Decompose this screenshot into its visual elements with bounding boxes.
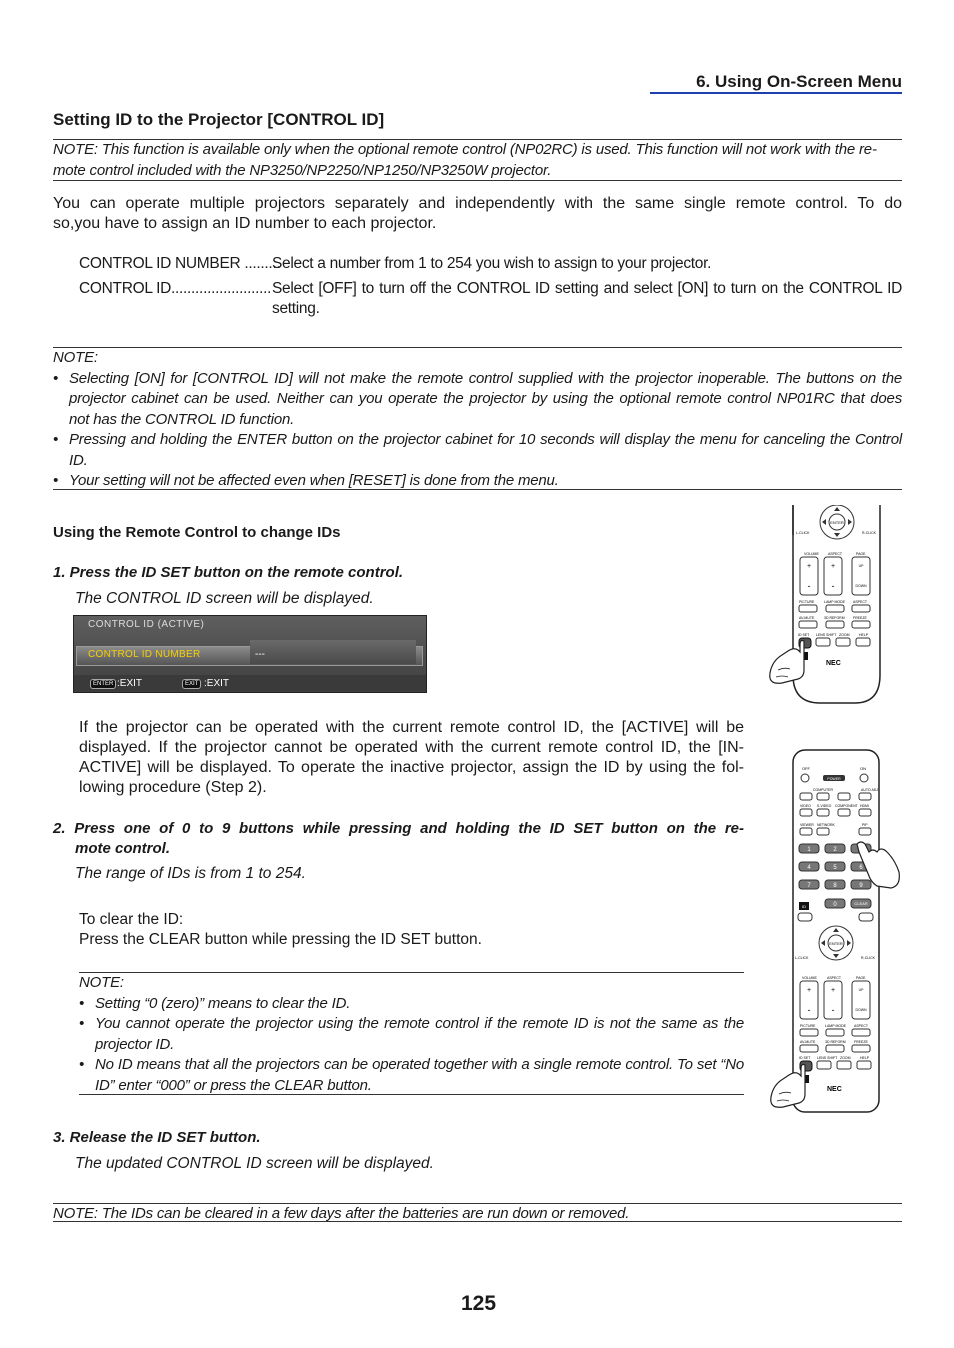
step1-paragraph xyxy=(79,718,744,798)
svg-text:8: 8 xyxy=(833,883,837,889)
svg-text:VIDEO: VIDEO xyxy=(800,804,811,808)
svg-text:-: - xyxy=(807,581,811,591)
svg-text:HDMI: HDMI xyxy=(860,804,869,808)
definition-desc-2b: setting. xyxy=(272,300,320,317)
svg-text:2: 2 xyxy=(833,847,837,853)
note2-b3-l2: ID” enter “000” or press the CLEAR button. xyxy=(95,1076,372,1094)
svg-text:-: - xyxy=(831,581,835,591)
note1-b2-l1: Pressing and holding the ENTER button on the projector cabinet for 10 seconds will display the menu for canceling the Control xyxy=(69,431,902,448)
step3-sub: The updated CONTROL ID screen will be displayed. xyxy=(75,1155,434,1172)
svg-text:ASPECT: ASPECT xyxy=(853,600,868,604)
exit-key-icon: EXIT xyxy=(182,679,201,689)
note1 xyxy=(53,348,902,492)
note2-b2-l2: projector ID. xyxy=(95,1035,175,1053)
note2 xyxy=(79,973,744,1096)
intro-line2: so,you have to assign an ID number to each projector. xyxy=(53,215,437,232)
note1-b1-l2: projector cabinet can be used. Neither can you operate the projector by using the optional remote control NP01RC that does xyxy=(69,390,902,407)
svg-text:LENS SHIFT: LENS SHIFT xyxy=(816,633,837,637)
svg-text:LENS SHIFT: LENS SHIFT xyxy=(817,1056,838,1060)
step1-para-l2: displayed. If the projector cannot be operated with the current remote control ID, the [IN- xyxy=(79,739,744,756)
note2-b1: Setting “0 (zero)” means to clear the ID. xyxy=(95,994,351,1012)
svg-text:+: + xyxy=(830,563,836,570)
svg-text:ID: ID xyxy=(802,904,806,909)
osd-enter-exit-label: :EXIT xyxy=(117,678,143,689)
clear-id-line1: To clear the ID: xyxy=(79,911,184,928)
step2-sub: The range of IDs is from 1 to 254. xyxy=(75,865,306,882)
bullet: • xyxy=(53,369,59,387)
svg-text:S-VIDEO: S-VIDEO xyxy=(817,804,832,808)
svg-text:PAGE: PAGE xyxy=(856,552,866,556)
note2-rule-bottom xyxy=(79,1094,744,1095)
svg-text:L-CLICK: L-CLICK xyxy=(796,531,810,535)
step3-label: 3. Release the ID SET button. xyxy=(53,1129,261,1146)
step1-label: 1. Press the ID SET button on the remote control. xyxy=(53,564,404,581)
svg-text:ENTER: ENTER xyxy=(830,520,844,525)
svg-text:R-CLICK: R-CLICK xyxy=(861,956,876,960)
page-heading: Setting ID to the Projector [CONTROL ID] xyxy=(53,110,385,129)
svg-text:AUTO ADJ.: AUTO ADJ. xyxy=(861,788,880,792)
svg-text:ASPECT: ASPECT xyxy=(827,976,842,980)
bullet: • xyxy=(79,1056,85,1073)
osd-title: CONTROL ID (ACTIVE) xyxy=(88,619,205,630)
svg-text:ZOOM: ZOOM xyxy=(840,1056,851,1060)
note2-b3-l1: No ID means that all the projectors can be operated together with a single remote control. To set “No xyxy=(95,1056,744,1073)
svg-text:1: 1 xyxy=(807,847,811,853)
note1-label: NOTE: xyxy=(53,349,98,366)
top-note-rule-bottom xyxy=(53,180,902,181)
svg-text:6: 6 xyxy=(859,865,863,871)
note2-b2-l1: You cannot operate the projector using the remote control if the remote ID is not the same as the xyxy=(95,1015,744,1032)
svg-text:LAMP MODE: LAMP MODE xyxy=(824,600,845,604)
svg-text:CLEAR: CLEAR xyxy=(854,901,868,906)
svg-text:VOLUME: VOLUME xyxy=(804,552,819,556)
svg-text:5: 5 xyxy=(833,865,837,871)
svg-text:PICTURE: PICTURE xyxy=(800,1024,816,1028)
intro-paragraph xyxy=(53,194,902,234)
step2-l2: mote control. xyxy=(75,840,171,857)
top-note xyxy=(53,140,902,181)
svg-text:VOLUME: VOLUME xyxy=(802,976,817,980)
note2-label: NOTE: xyxy=(79,974,124,991)
definition-term-2: CONTROL ID......................... xyxy=(79,280,272,297)
svg-text:UP: UP xyxy=(858,564,864,568)
svg-text:PAGE: PAGE xyxy=(856,976,866,980)
svg-text:ENTER: ENTER xyxy=(829,941,843,946)
svg-text:-: - xyxy=(807,1005,811,1015)
control-id-osd xyxy=(73,615,427,693)
svg-text:COMPONENT: COMPONENT xyxy=(835,804,858,808)
svg-text:4: 4 xyxy=(807,865,811,871)
header-rule xyxy=(650,92,902,94)
bullet: • xyxy=(53,472,59,489)
svg-text:9: 9 xyxy=(859,883,863,889)
intro-line1: You can operate multiple projectors separately and independently with the same single remote control. To do xyxy=(53,195,902,212)
svg-text:ON: ON xyxy=(860,766,866,771)
svg-text:HELP: HELP xyxy=(859,633,869,637)
bullet: • xyxy=(79,994,85,1012)
note1-b1-l1: Selecting [ON] for [CONTROL ID] will not make the remote control supplied with the projector inoperable. The buttons on the xyxy=(69,369,902,387)
svg-text:HELP: HELP xyxy=(860,1056,870,1060)
step1-para-l3: ACTIVE] will be displayed. To operate the inactive projector, assign the ID by using the fol- xyxy=(79,759,744,776)
svg-text:DOWN: DOWN xyxy=(855,584,867,588)
page-number: 125 xyxy=(461,1292,497,1315)
power-off-button xyxy=(801,774,809,782)
svg-text:ZOOM: ZOOM xyxy=(839,633,850,637)
svg-text:OFF: OFF xyxy=(802,766,810,771)
svg-text:AV-MUTE: AV-MUTE xyxy=(799,616,815,620)
svg-text:0: 0 xyxy=(833,902,837,908)
svg-text:VIEWER: VIEWER xyxy=(800,823,814,827)
note1-b1-l3: not has the CONTROL ID function. xyxy=(69,410,295,428)
remote-section-heading: Using the Remote Control to change IDs xyxy=(53,524,341,541)
svg-text:NETWORK: NETWORK xyxy=(817,823,835,827)
svg-text:UP: UP xyxy=(858,988,864,992)
osd-item-label: CONTROL ID NUMBER xyxy=(88,649,201,660)
svg-text:PICTURE: PICTURE xyxy=(799,600,815,604)
svg-text:FREEZE: FREEZE xyxy=(853,616,867,620)
osd-value-field xyxy=(250,640,416,664)
clear-id-line2: Press the CLEAR button while pressing the ID SET button. xyxy=(79,931,482,948)
svg-text:-: - xyxy=(831,1005,835,1015)
step1-para-l1: If the projector can be operated with the current remote control ID, the [ACTIVE] will be xyxy=(79,719,744,736)
definition-term-1: CONTROL ID NUMBER ......... xyxy=(79,255,281,272)
svg-text:ASPECT: ASPECT xyxy=(828,552,843,556)
step2-label xyxy=(53,819,744,859)
svg-text:+: + xyxy=(806,987,812,994)
svg-text:3D REFORM: 3D REFORM xyxy=(824,616,845,620)
svg-text:R-CLICK: R-CLICK xyxy=(862,531,877,535)
svg-text:3D REFORM: 3D REFORM xyxy=(825,1040,846,1044)
svg-text:POWER: POWER xyxy=(827,777,841,781)
svg-text:NEC: NEC xyxy=(826,660,841,667)
svg-text:AV-MUTE: AV-MUTE xyxy=(800,1040,816,1044)
definition-desc-2: Select [OFF] to turn off the CONTROL ID setting and select [ON] to turn on the CONTROL ID xyxy=(272,280,902,297)
svg-text:LAMP MODE: LAMP MODE xyxy=(825,1024,846,1028)
enter-key-icon: ENTER xyxy=(90,679,116,689)
remote-control-illustration-large xyxy=(765,748,905,1118)
power-on-button xyxy=(860,774,868,782)
section-header: 6. Using On-Screen Menu xyxy=(696,72,902,91)
svg-text:+: + xyxy=(806,563,812,570)
svg-text:COMPUTER: COMPUTER xyxy=(813,788,834,792)
svg-text:NEC: NEC xyxy=(827,1086,842,1093)
note1-b2-l2: ID. xyxy=(69,451,88,469)
note1-rule-bottom xyxy=(53,489,902,490)
svg-text:DOWN: DOWN xyxy=(855,1008,867,1012)
definition-desc-1: Select a number from 1 to 254 you wish to assign to your projector. xyxy=(272,255,712,272)
bottom-note: NOTE: The IDs can be cleared in a few days after the batteries are run down or removed. xyxy=(53,1205,630,1222)
step2-l1: 2. Press one of 0 to 9 buttons while pressing and holding the ID SET button on the re- xyxy=(53,820,744,837)
top-note-line1: NOTE: This function is available only when the optional remote control (NP02RC) is used. This function will not work with the re- xyxy=(53,141,877,158)
svg-text:ID SET: ID SET xyxy=(799,1056,811,1060)
step1-sub: The CONTROL ID screen will be displayed. xyxy=(75,590,374,607)
osd-exit-label: :EXIT xyxy=(204,678,230,689)
top-note-line2: mote control included with the NP3250/NP2250/NP1250/NP3250W projector. xyxy=(53,161,552,179)
osd-item-value: --- xyxy=(255,649,265,660)
bottom-note-rule-bottom xyxy=(53,1221,902,1222)
svg-text:7: 7 xyxy=(807,883,811,889)
note1-b3-l1: Your setting will not be affected even when [RESET] is done from the menu. xyxy=(69,472,559,489)
svg-text:PIP: PIP xyxy=(862,823,868,827)
page-rocker xyxy=(852,557,870,595)
remote-control-illustration-small xyxy=(760,505,885,710)
svg-text:ASPECT: ASPECT xyxy=(854,1024,869,1028)
svg-text:FREEZE: FREEZE xyxy=(854,1040,868,1044)
bullet: • xyxy=(53,431,59,448)
svg-text:ID SET: ID SET xyxy=(798,633,810,637)
bullet: • xyxy=(79,1015,85,1032)
svg-text:L-CLICK: L-CLICK xyxy=(795,956,809,960)
step1-para-l4: lowing procedure (Step 2). xyxy=(79,779,267,796)
svg-text:+: + xyxy=(830,987,836,994)
